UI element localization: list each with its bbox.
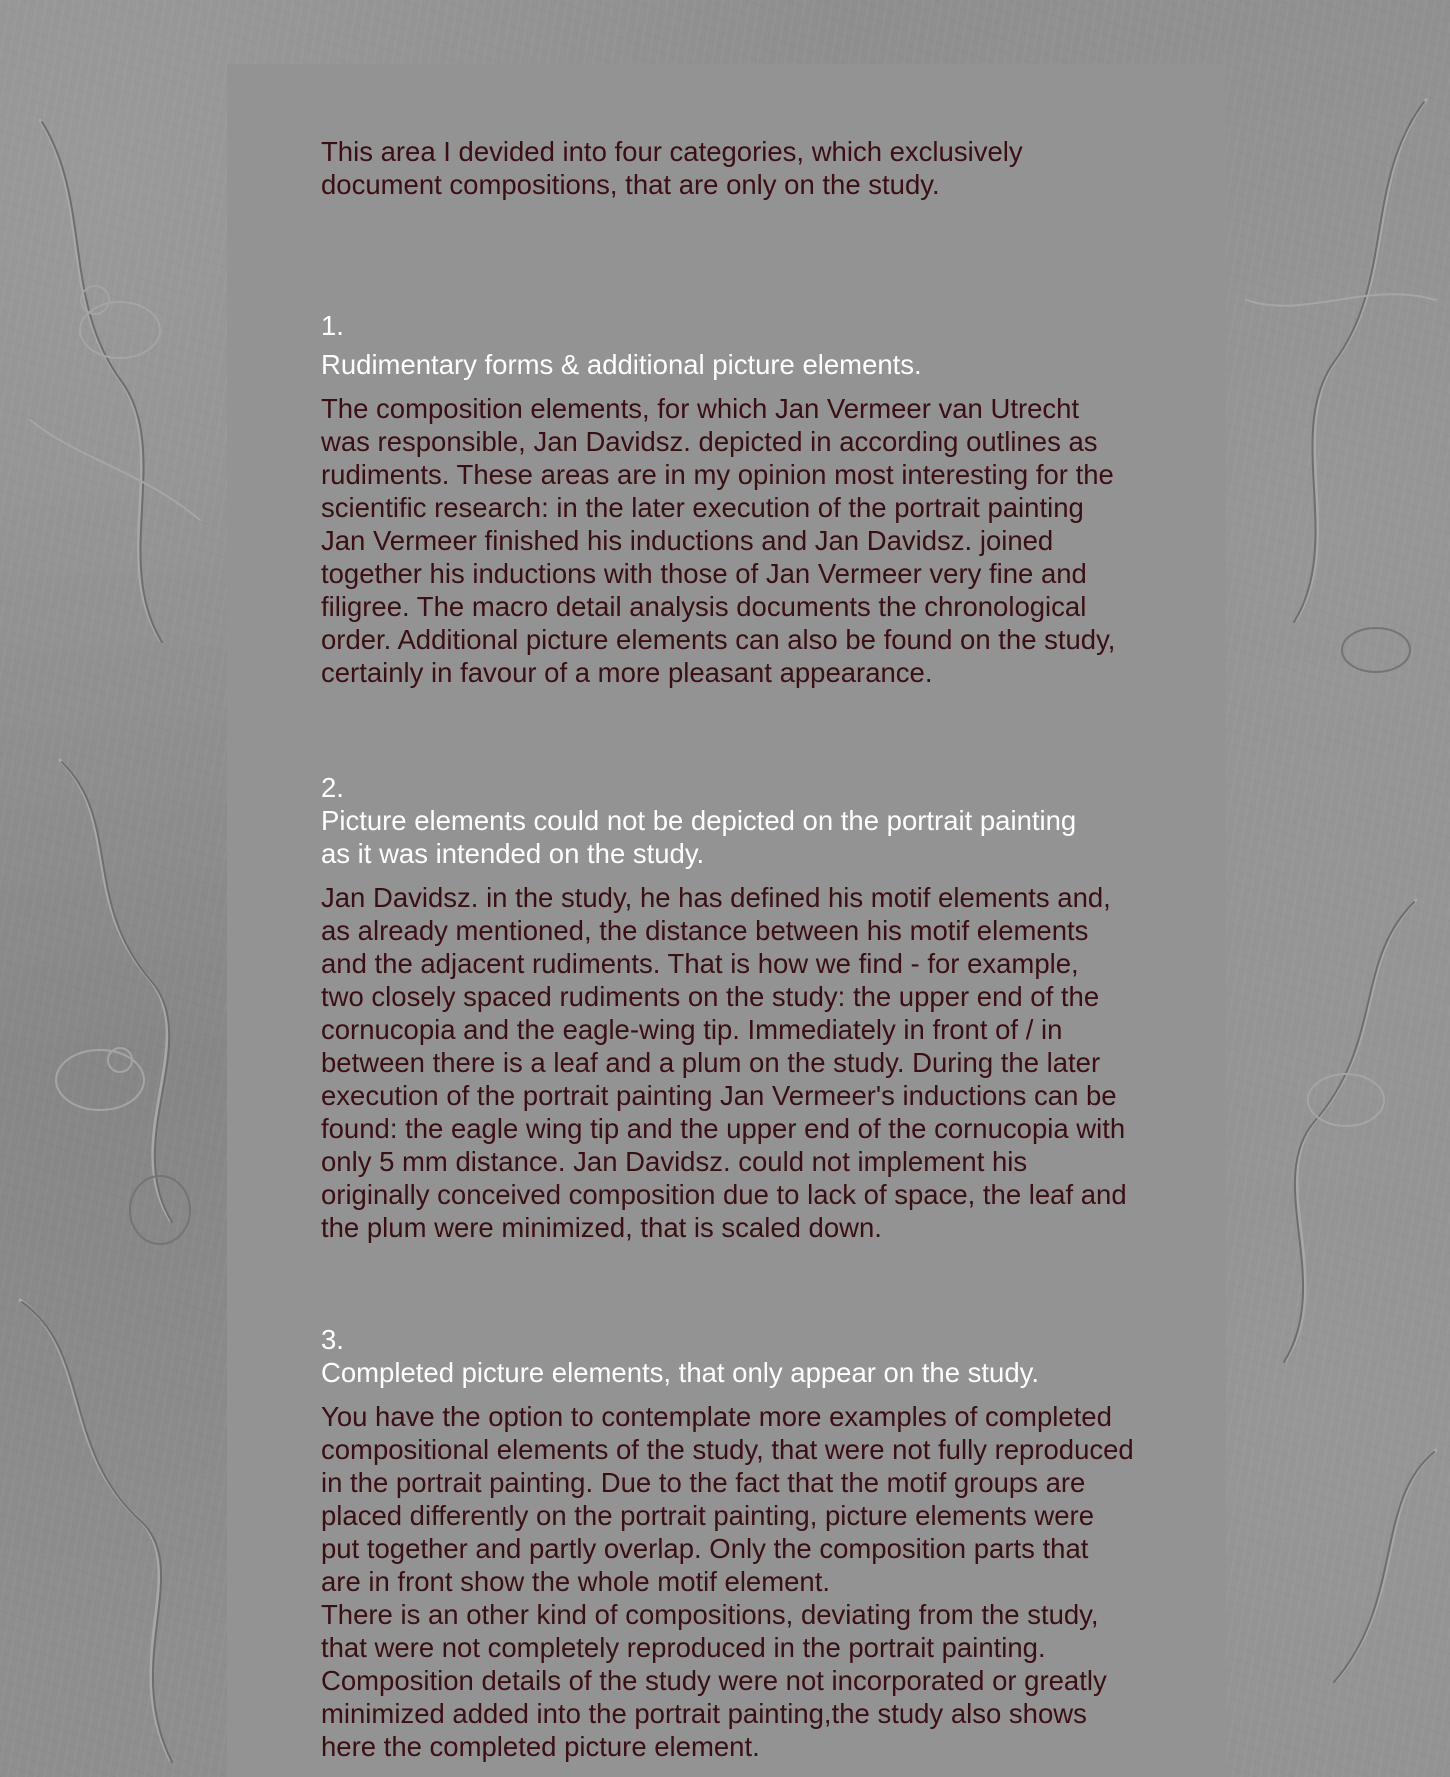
- section-body: You have the option to contemplate more examples of completed compositional elements of the study, that were not fully reproduced in the portrait painting. Due to the fact that the motif groups are placed differently on the portrait painting, picture elements were put together and partly overlap. Only the composition parts that are in front show the whole motif element. There is an other kind of compositions, deviating from the study, that were not completely reproduced in the portrait painting. Composition details of the study were not incorporated or greatly minimized added into the portrait painting,the study also shows here the completed picture element.: [321, 1401, 1134, 1762]
- embossed-ornament-left: [0, 0, 230, 1777]
- section-number: 1.: [321, 310, 344, 341]
- content-area: [321, 135, 1201, 1762]
- section-number: 3.: [321, 1324, 344, 1355]
- section-number: 2.: [321, 772, 344, 803]
- section-3: [321, 1323, 1201, 1763]
- section-body: The composition elements, for which Jan Vermeer van Utrecht was responsible, Jan Davidsz. depicted in according outlines as rudiments. These areas are in my opinion most interesting for the scientific research: in the later execution of the portrait painting Jan Vermeer finished his inductions and Jan Davidsz. joined together his inductions with those of Jan Vermeer very fine and filigree. The macro detail analysis documents the chronological order. Additional picture elements can also be found on the study, certainly in favour of a more pleasant appearance.: [321, 393, 1116, 688]
- section-heading: Completed picture elements, that only appear on the study.: [321, 1357, 1039, 1388]
- embossed-ornament-right: [1226, 0, 1450, 1777]
- text-panel: [227, 64, 1226, 1777]
- section-2: [321, 771, 1201, 1244]
- section-heading: Rudimentary forms & additional picture elements.: [321, 349, 922, 380]
- section-1: [321, 309, 1201, 689]
- section-body: Jan Davidsz. in the study, he has defined his motif elements and, as already mentioned, the distance between his motif elements and the adjacent rudiments. That is how we find - for example, two closely spaced rudiments on the study: the upper end of the cornucopia and the eagle-wing tip. Immediately in front of / in between there is a leaf and a plum on the study. During the later execution of the portrait painting Jan Vermeer's inductions can be found: the eagle wing tip and the upper end of the cornucopia with only 5 mm distance. Jan Davidsz. could not implement his originally conceived composition due to lack of space, the leaf and the plum were minimized, that is scaled down.: [321, 882, 1127, 1243]
- intro-text: This area I devided into four categories, which exclusively document compositions, that are only on the study.: [321, 136, 1023, 200]
- section-heading: Picture elements could not be depicted on the portrait painting as it was intended on the study.: [321, 805, 1077, 869]
